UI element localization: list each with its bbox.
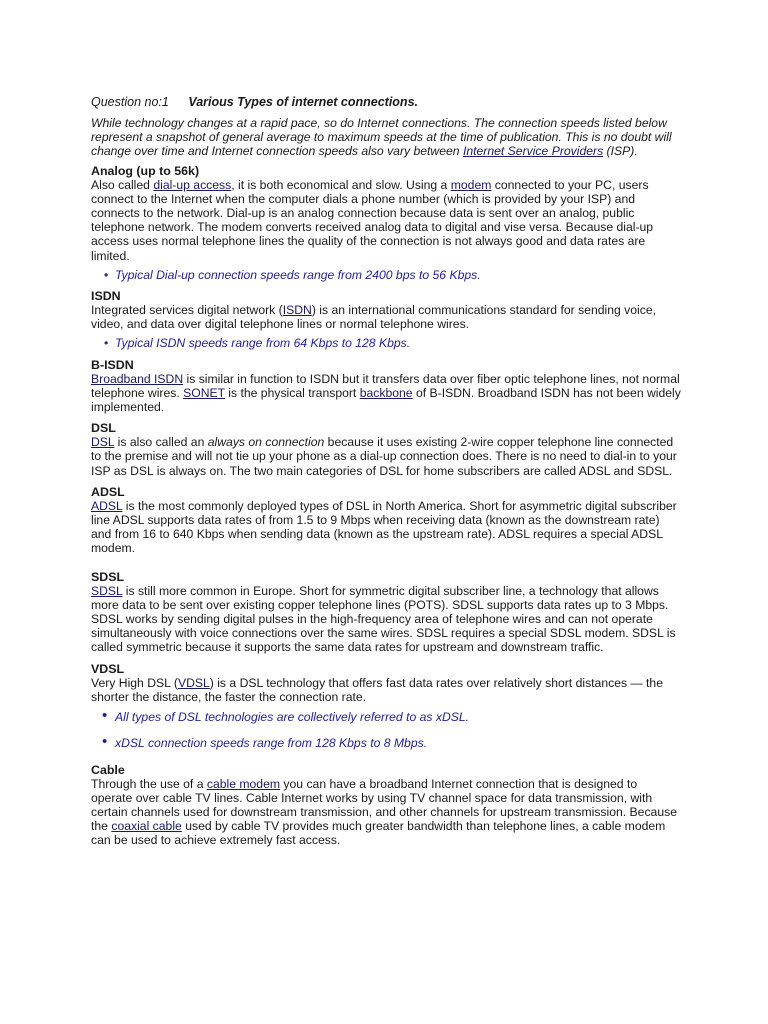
adsl-paragraph	[91, 499, 681, 556]
cable-paragraph	[91, 777, 681, 848]
adsl-heading: ADSL	[91, 484, 125, 499]
intro-paragraph	[91, 116, 681, 159]
sdsl-heading: SDSL	[91, 569, 125, 584]
sdsl-text-1: is still more common in Europe. Short for symmetric digital subscriber line, a technology that allows more data to be sent over existing copper telephone lines (POTS). SDSL supports data rates up to 3 Mbps. SDSL works by sending digital pulses in the high-frequency area of telephone wires and can not operate simultaneously with voice connections over the same wires. SDSL requires a special SDSL modem. SDSL is called symmetric because it supports the same data rates for upstream and downstream traffic.	[91, 583, 676, 655]
broadband-isdn-link[interactable]: Broadband ISDN	[91, 371, 184, 386]
intro-text: While technology changes at a rapid pace, so do Internet connections. The connection speeds listed below represent a snapshot of general average to maximum speeds at the time of publication. This is no doubt will change over time and Internet connection speeds also vary between	[91, 116, 672, 159]
isdn-speed-bullet	[104, 336, 681, 351]
analog-speed-bullet	[104, 267, 681, 282]
dsl-paragraph	[91, 435, 681, 478]
analog-text-1: Also called	[91, 177, 154, 192]
xdsl-collective-bullet	[102, 707, 681, 725]
sonet-link[interactable]: SONET	[183, 385, 225, 400]
bullet-icon: •	[104, 336, 109, 351]
adsl-text-1: is the most commonly deployed types of DSL in North America. Short for asymmetric digital subscriber line ADSL supports data rates of from 1.5 to 9 Mbps when receiving data (known as the downstream rate) and from 16 to 640 Kbps when sending data (known as the upstream rate). ADSL requires a special ADSL modem.	[91, 498, 677, 556]
analog-text-2: , it is both economical and slow. Using a	[231, 177, 451, 192]
sdsl-paragraph	[91, 584, 681, 655]
isdn-bullets	[91, 336, 681, 350]
isdn-heading: ISDN	[91, 289, 121, 304]
question-title: Various Types of internet connections.	[188, 95, 418, 109]
sdsl-link[interactable]: SDSL	[91, 583, 123, 598]
cable-text-3: used by cable TV provides much greater bandwidth than telephone lines, a cable modem can be used to achieve extremely fast access.	[91, 819, 666, 848]
cable-text-2: you can have a broadband Internet connection that is designed to operate over cable TV lines. Cable Internet works by using TV channel space for data transmission, with certain channels used for downstream transmission, and other channels for upstream transmission. Because the	[91, 776, 677, 834]
cable-text-1: Through the use of a	[91, 776, 207, 791]
vdsl-bullets	[91, 707, 681, 751]
dial-up-access-link[interactable]: dial-up access	[153, 177, 232, 192]
dsl-heading: DSL	[91, 421, 116, 436]
vdsl-paragraph	[91, 676, 681, 704]
analog-bullet-text: Typical Dial-up connection speeds range from 2400 bps to 56 Kbps.	[115, 267, 481, 282]
xdsl-speed-bullet	[102, 733, 681, 751]
vdsl-text-2: ) is a DSL technology that offers fast data rates over relatively short distances — the shorter the distance, the faster the connection rate.	[91, 675, 663, 704]
bisdn-text-1: is similar in function to ISDN but it transfers data over fiber optic telephone lines, not normal telephone wires.	[91, 371, 680, 400]
bisdn-heading: B-ISDN	[91, 357, 134, 372]
document-content	[91, 95, 681, 848]
vdsl-link[interactable]: VDSL	[177, 675, 210, 690]
isdn-paragraph	[91, 303, 681, 331]
cable-modem-link[interactable]: cable modem	[206, 776, 281, 791]
bullet-icon: •	[102, 707, 108, 725]
adsl-link[interactable]: ADSL	[91, 498, 123, 513]
xdsl-collective-text: All types of DSL technologies are collectively referred to as xDSL.	[115, 710, 470, 725]
question-number: Question no:1	[91, 95, 169, 109]
xdsl-speed-text: xDSL connection speeds range from 128 Kbps to 8 Mbps.	[115, 736, 428, 751]
isp-link[interactable]: Internet Service Providers	[462, 144, 604, 159]
bisdn-text-2: is the physical transport	[224, 385, 360, 400]
coaxial-cable-link[interactable]: coaxial cable	[111, 819, 182, 834]
always-on-emphasis: always on connection	[207, 435, 325, 450]
intro-tail: (ISP).	[603, 144, 638, 159]
bisdn-text-3: of B-ISDN. Broadband ISDN has not been widely implemented.	[91, 385, 681, 415]
isdn-text-2: ) is an international communications standard for sending voice, video, and data over digital telephone lines or normal telephone wires.	[91, 303, 656, 332]
question-line	[91, 95, 681, 110]
isdn-bullet-text: Typical ISDN speeds range from 64 Kbps to 128 Kbps.	[115, 336, 411, 351]
backbone-link[interactable]: backbone	[359, 385, 413, 400]
analog-heading: Analog (up to 56k)	[91, 163, 200, 178]
isdn-text-1: Integrated services digital network (	[91, 303, 283, 318]
bullet-icon: •	[102, 733, 108, 751]
dsl-text-1: is also called an	[114, 435, 208, 450]
analog-text-3: connected to your PC, users connect to the Internet when the computer dials a phone number (which is provided by your ISP) and connects to the network. Dial-up is an analog connection because data is sent over an analog, public telephone network. The modem converts received analog data to digital and vise versa. Because dial-up access uses normal telephone lines the quality of the connection is not always good and data rates are limited.	[91, 177, 654, 263]
vdsl-text-1: Very High DSL (	[91, 675, 178, 690]
dsl-text-2: because it uses existing 2-wire copper telephone line connected to the premise and will not tie up your phone as a dial-up connection does. There is no need to dial-in to your ISP as DSL is always on. The two main categories of DSL for home subscribers are called ADSL and SDSL.	[91, 435, 677, 478]
cable-heading: Cable	[91, 762, 125, 777]
vdsl-heading: VDSL	[91, 661, 125, 676]
modem-link[interactable]: modem	[450, 177, 492, 192]
isdn-link[interactable]: ISDN	[282, 303, 312, 318]
bisdn-paragraph	[91, 372, 681, 415]
analog-bullets	[91, 268, 681, 282]
dsl-link[interactable]: DSL	[91, 435, 115, 450]
analog-paragraph	[91, 178, 681, 263]
bullet-icon: •	[104, 267, 109, 282]
